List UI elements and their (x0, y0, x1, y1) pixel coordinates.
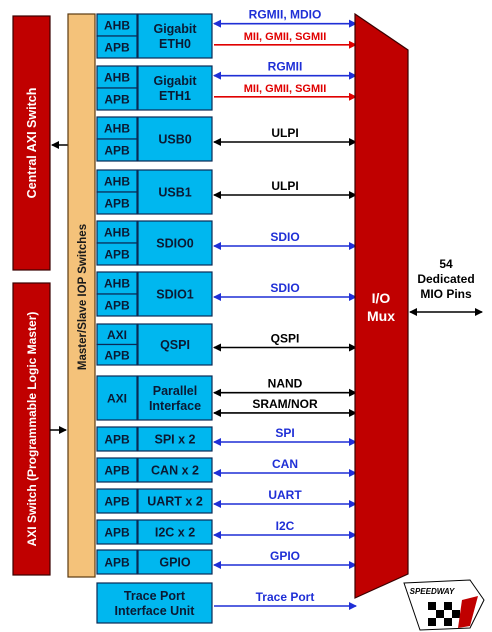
gigabit-eth0-label-line: Gigabit (153, 22, 197, 36)
uart-x-2-label-line: UART x 2 (147, 494, 203, 509)
parallel-interface-peripheral (138, 376, 212, 420)
gigabit-eth1-mii-gmii-sgmii-signal-label: MII, GMII, SGMII (243, 82, 327, 95)
gpio-bus-label: APB (104, 555, 130, 570)
gpio-gpio-signal-label: GPIO (269, 549, 301, 563)
speedway-logo (404, 580, 484, 630)
qspi-bus-label: APB (104, 348, 130, 363)
qspi-bus-label: AXI (106, 327, 128, 342)
can-x-2-can-signal-label: CAN (272, 457, 298, 471)
i2c-x-2-bus-label: APB (104, 525, 130, 540)
io-mux-label-line2: Mux (367, 308, 395, 324)
sdio1-sdio-signal-label: SDIO (270, 281, 300, 295)
peripheral-blocks (97, 8, 356, 623)
usb1-block (97, 170, 356, 214)
gigabit-eth0-bus-label: AHB (104, 18, 130, 33)
gigabit-eth0-mii-gmii-sgmii-signal-label: MII, GMII, SGMII (243, 30, 327, 43)
gigabit-eth0-block (97, 8, 356, 58)
trace-port-interface-unit-trace-port-signal-label: Trace Port (255, 590, 315, 604)
io-mux-label-line1: I/O (371, 290, 391, 306)
spi-x-2-block (97, 426, 356, 451)
mio-pins-label: MIO Pins (420, 287, 472, 301)
usb0-label-line: USB0 (158, 132, 192, 147)
mio-pins-dedicated: Dedicated (417, 272, 475, 286)
axi-switch-pl-master-label: AXI Switch (Programmable Logic Master) (25, 311, 39, 547)
usb0-block (97, 117, 356, 161)
can-x-2-block (97, 457, 356, 482)
sdio1-block (97, 272, 356, 316)
gpio-block (97, 549, 356, 574)
usb0-ulpi-signal-label: ULPI (271, 126, 299, 140)
parallel-interface-label-line: Parallel (152, 384, 198, 398)
speedway-logo-text: SPEEDWAY (409, 587, 455, 596)
parallel-interface-bus-label: AXI (106, 391, 128, 406)
iop-switches-label: Master/Slave IOP Switches (77, 223, 89, 371)
sdio0-block (97, 221, 356, 265)
parallel-interface-label-line: Interface (148, 399, 202, 413)
gigabit-eth1-block (97, 60, 356, 110)
gigabit-eth1-peripheral (138, 66, 212, 110)
spi-x-2-label-line: SPI x 2 (154, 432, 196, 447)
mio-pins-count: 54 (439, 257, 453, 271)
gigabit-eth0-peripheral (138, 14, 212, 58)
qspi-block (97, 324, 356, 365)
uart-x-2-uart-signal-label: UART (268, 488, 302, 502)
i2c-x-2-label-line: I2C x 2 (154, 525, 196, 540)
gigabit-eth0-label-line: ETH0 (159, 37, 191, 51)
io-mux (355, 14, 408, 598)
parallel-interface-nand-signal-label: NAND (267, 376, 303, 391)
qspi-qspi-signal-label: QSPI (270, 331, 300, 346)
i2c-x-2-block (97, 519, 356, 544)
iop-switches (68, 14, 95, 577)
qspi-label-line: QSPI (160, 338, 190, 352)
sdio0-bus-label: APB (104, 247, 130, 262)
gigabit-eth1-bus-label: AHB (104, 70, 130, 85)
gigabit-eth1-label-line: Gigabit (153, 74, 197, 88)
central-axi-switch-label: Central AXI Switch (25, 87, 39, 199)
uart-x-2-block (97, 488, 356, 513)
can-x-2-bus-label: APB (104, 463, 130, 478)
i2c-x-2-i2c-signal-label: I2C (275, 519, 295, 533)
spi-x-2-bus-label: APB (104, 432, 130, 447)
usb1-label-line: USB1 (158, 185, 192, 200)
parallel-interface-sram-nor-signal-label: SRAM/NOR (252, 396, 318, 411)
gigabit-eth1-bus-label: APB (104, 92, 130, 107)
sdio0-label-line: SDIO0 (156, 236, 194, 251)
usb0-bus-label: AHB (104, 121, 130, 136)
usb1-ulpi-signal-label: ULPI (271, 179, 299, 193)
gigabit-eth0-bus-label: APB (104, 40, 130, 55)
gigabit-eth1-rgmii-signal-label: RGMII (267, 59, 303, 74)
spi-x-2-spi-signal-label: SPI (275, 426, 295, 440)
gigabit-eth1-label-line: ETH1 (159, 89, 191, 103)
gpio-label-line: GPIO (159, 555, 191, 570)
sdio0-sdio-signal-label: SDIO (270, 230, 300, 244)
sdio0-bus-label: AHB (104, 225, 130, 240)
central-axi-switch (13, 16, 50, 270)
usb1-bus-label: APB (104, 196, 130, 211)
usb0-bus-label: APB (104, 143, 130, 158)
sdio1-bus-label: AHB (104, 276, 130, 291)
uart-x-2-bus-label: APB (104, 494, 130, 509)
axi-switch-pl-master (13, 283, 50, 575)
gigabit-eth0-rgmii-mdio-signal-label: RGMII, MDIO (248, 7, 322, 22)
sdio1-label-line: SDIO1 (156, 287, 194, 302)
can-x-2-label-line: CAN x 2 (151, 463, 199, 478)
sdio1-bus-label: APB (104, 298, 130, 313)
trace-port-interface-unit-block (97, 583, 356, 623)
trace-port-interface-unit-label-line: Trace Port (123, 589, 186, 603)
trace-port-interface-unit-label-line: Interface Unit (114, 604, 195, 618)
usb1-bus-label: AHB (104, 174, 130, 189)
parallel-interface-block (97, 376, 356, 420)
